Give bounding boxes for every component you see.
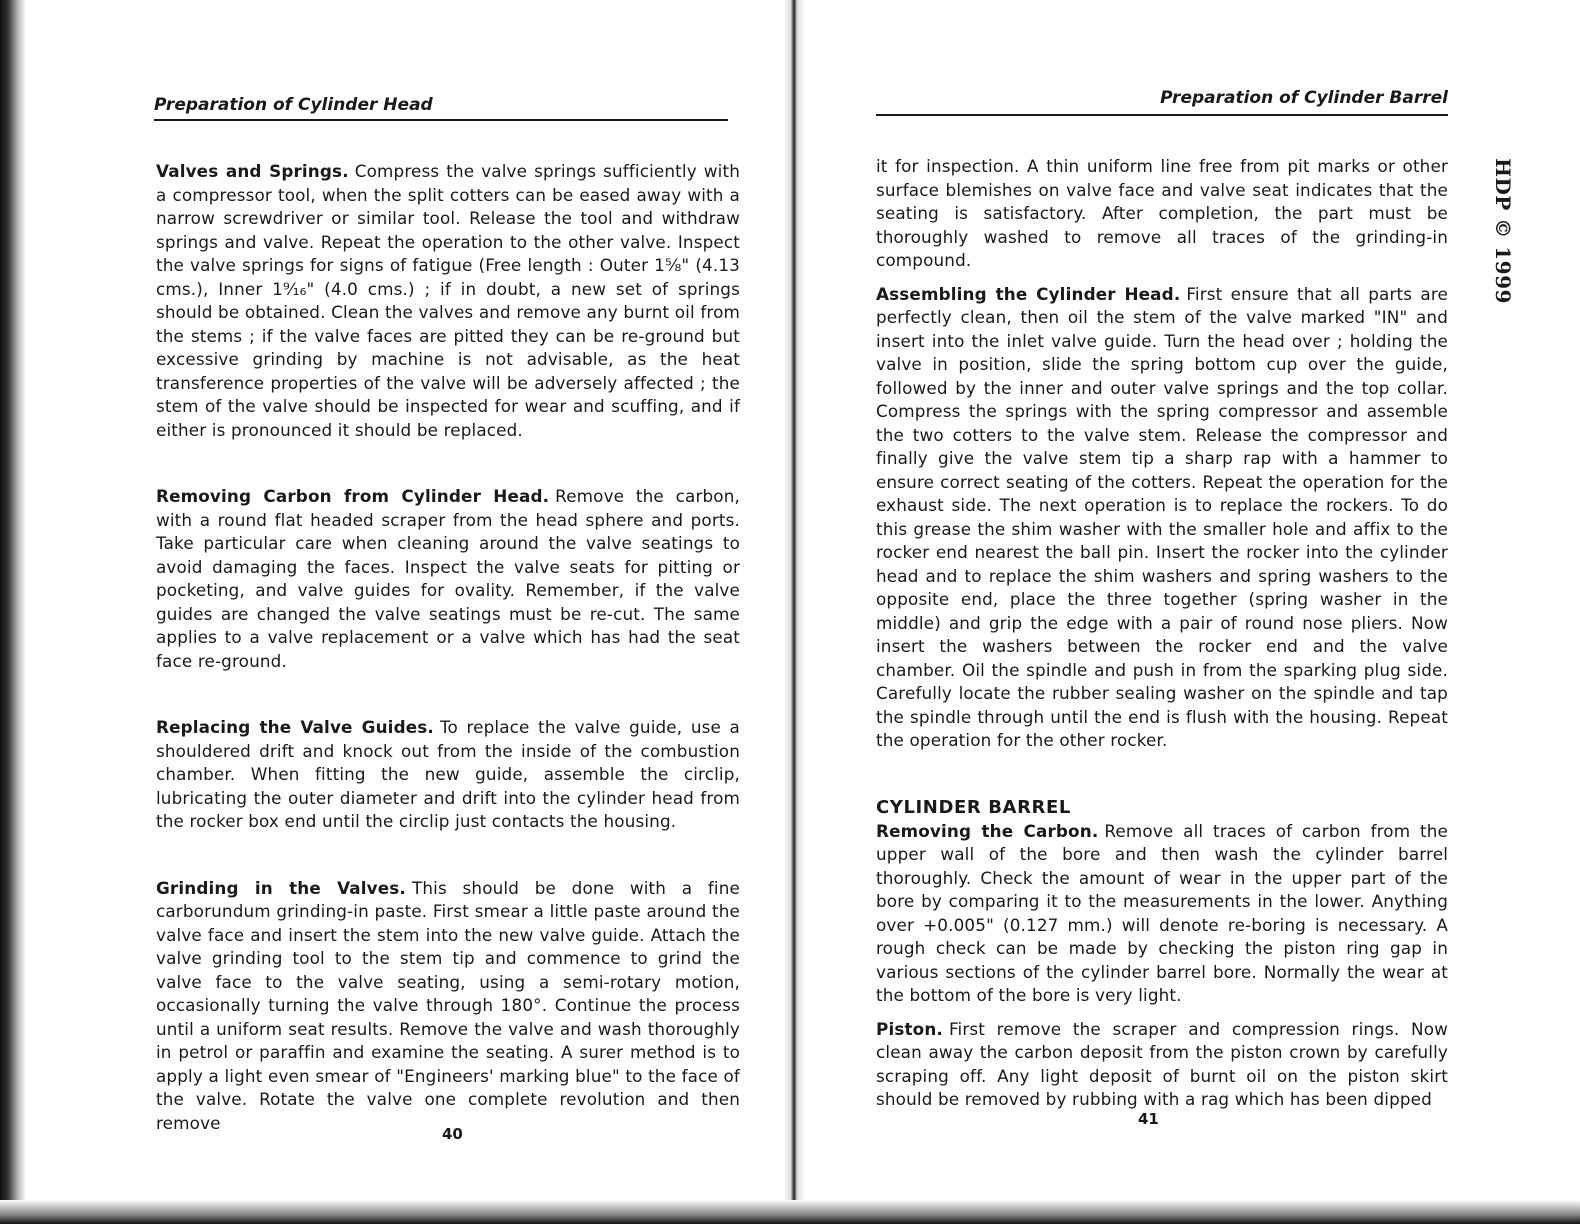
paragraph-lead: Grinding in the Valves. bbox=[156, 877, 406, 898]
page-number-left: 40 bbox=[442, 1125, 463, 1143]
paragraph-text: Compress the valve springs sufficiently with a compressor tool, when the split cotters can be eased away with a narrow screwdriver or similar tool. Release the tool and withdraw springs and valve. Repeat the operation to the other valve. Inspect the valve springs for signs of fatigue (Free length : Outer 1⅝" (4.13 cms.), Inner 1⁹⁄₁₆" (4.0 cms.) ; if in doubt, a new set of springs should be obtained. Clean the valves and remove any burnt oil from the stems ; if the valve faces are pitted they can be re-ground but excessive grinding by machine is not advisable, as the heat transference properties of the valve will be adversely affected ; the stem of the valve should be inspected for wear and scuffing, and if either is pronounced it should be replaced. bbox=[156, 161, 740, 440]
paragraph-text: To replace the valve guide, use a shouldered drift and knock out from the inside of the combustion chamber. When fitting the new guide, assemble the circlip, lubricating the outer diameter and drift into the cylinder head from the rocker box end until the circlip just contacts the housing. bbox=[156, 717, 740, 831]
book-gutter bbox=[783, 0, 805, 1224]
left-page bbox=[150, 0, 740, 1224]
copyright-stamp-text: HDP © 1999 bbox=[1491, 158, 1515, 304]
paragraph-valves-and-springs bbox=[156, 160, 740, 442]
paragraph-assembling-cylinder-head bbox=[876, 283, 1448, 753]
paragraph-text: Remove the carbon, with a round flat headed scraper from the head sphere and ports. Take particular care when cleaning around the valve seatings to avoid damaging the faces. Inspect the valve seats for pitting or pocketing, and valve guides for ovality. Remember, if the valve guides are changed the valve seatings must be re-cut. The same applies to a valve replacement or a valve which has had the seat face re-ground. bbox=[156, 486, 740, 671]
paragraph-text: First remove the scraper and compression rings. Now clean away the carbon deposit from the piston crown by carefully scraping off. Any light deposit of burnt oil on the piston skirt should be removed by rubbing with a rag which has been dipped bbox=[876, 1018, 1448, 1109]
running-head-rule-left bbox=[154, 119, 728, 121]
paragraph-piston bbox=[876, 1018, 1448, 1112]
paragraph-lead: Removing Carbon from Cylinder Head. bbox=[156, 486, 550, 506]
right-page bbox=[870, 0, 1448, 1224]
paragraph-lead: Piston. bbox=[876, 1018, 943, 1039]
paragraph-text: First ensure that all parts are perfectly clean, then oil the stem of the valve marked "IN" and insert into the inlet valve guide. Turn the head over ; holding the valve in position, slide the spring bottom cup over the guide, followed by the inner and outer valve springs and the top collar. Compress the springs with the spring compressor and assemble the two cotters to the valve stem. Release the compressor and finally give the valve stem tip a sharp rap with a hammer to ensure correct seating of the cotters. Repeat the operation for the exhaust side. The next operation is to replace the rockers. To do this grease the shim washer with the smaller hole and affix to the rocker end nearest the ball pin. Insert the rocker into the cylinder head and to replace the shim washers and spring washers to the opposite end, place the three together (spring washer in the middle) and grip the edge with a pair of round nose pliers. Now insert the washers between the rocker end and the valve chamber. Oil the spindle and push in from the sparking plug side. Carefully locate the rubber sealing washer on the spindle and tap the spindle through until the end is flush with the housing. Repeat the operation for the other rocker. bbox=[876, 283, 1448, 750]
paragraph-removing-the-carbon bbox=[876, 820, 1448, 1008]
running-head-right: Preparation of Cylinder Barrel bbox=[1160, 88, 1448, 108]
paragraph-removing-carbon-head bbox=[156, 485, 740, 673]
section-title-cylinder-barrel: CYLINDER BARREL bbox=[876, 796, 1071, 818]
paragraph-text: Remove all traces of carbon from the upper wall of the bore and then wash the cylinder barrel thoroughly. Check the amount of wear in the upper part of the bore by comparing it to the measurements in the lower. Anything over +0.005" (0.127 mm.) will denote re-boring is necessary. A rough check can be made by checking the piston ring gap in various sections of the cylinder barrel bore. Normally the wear at the bottom of the bore is very light. bbox=[876, 820, 1448, 1005]
paragraph-lead: Removing the Carbon. bbox=[876, 820, 1099, 841]
copyright-stamp bbox=[1485, 158, 1521, 304]
running-head-rule-right bbox=[876, 114, 1448, 116]
paragraph-lead: Valves and Springs. bbox=[156, 161, 349, 181]
paragraph-continued-intro: it for inspection. A thin uniform line free from pit marks or other surface blemishes on valve face and valve seat indicates that the seating is satisfactory. After completion, the part must be thoroughly washed to remove all traces of the grinding-in compound. bbox=[876, 156, 1448, 270]
right-page-body bbox=[876, 155, 1448, 1112]
paragraph-grinding-in-valves bbox=[156, 877, 740, 1136]
binding-shadow-left bbox=[0, 0, 26, 1224]
left-page-body bbox=[156, 160, 740, 1135]
running-head-left: Preparation of Cylinder Head bbox=[154, 95, 433, 115]
paragraph-text: This should be done with a fine carborundum grinding-in paste. First smear a little paste around the valve face and insert the stem into the new valve guide. Attach the valve grinding tool to the stem tip and commence to grind the valve face to the valve seating, using a semi-rotary motion, occasionally turning the valve through 180°. Continue the process until a uniform seat results. Remove the valve and wash thoroughly in petrol or paraffin and examine the seating. A surer method is to apply a light even smear of "Engineers' marking blue" to the face of the valve. Rotate the valve one complete revolution and then remove bbox=[156, 877, 740, 1133]
paragraph-replacing-valve-guides bbox=[156, 716, 740, 834]
paragraph-lead: Replacing the Valve Guides. bbox=[156, 717, 434, 737]
page-number-right: 41 bbox=[1138, 1110, 1159, 1128]
paragraph-lead: Assembling the Cylinder Head. bbox=[876, 283, 1181, 304]
